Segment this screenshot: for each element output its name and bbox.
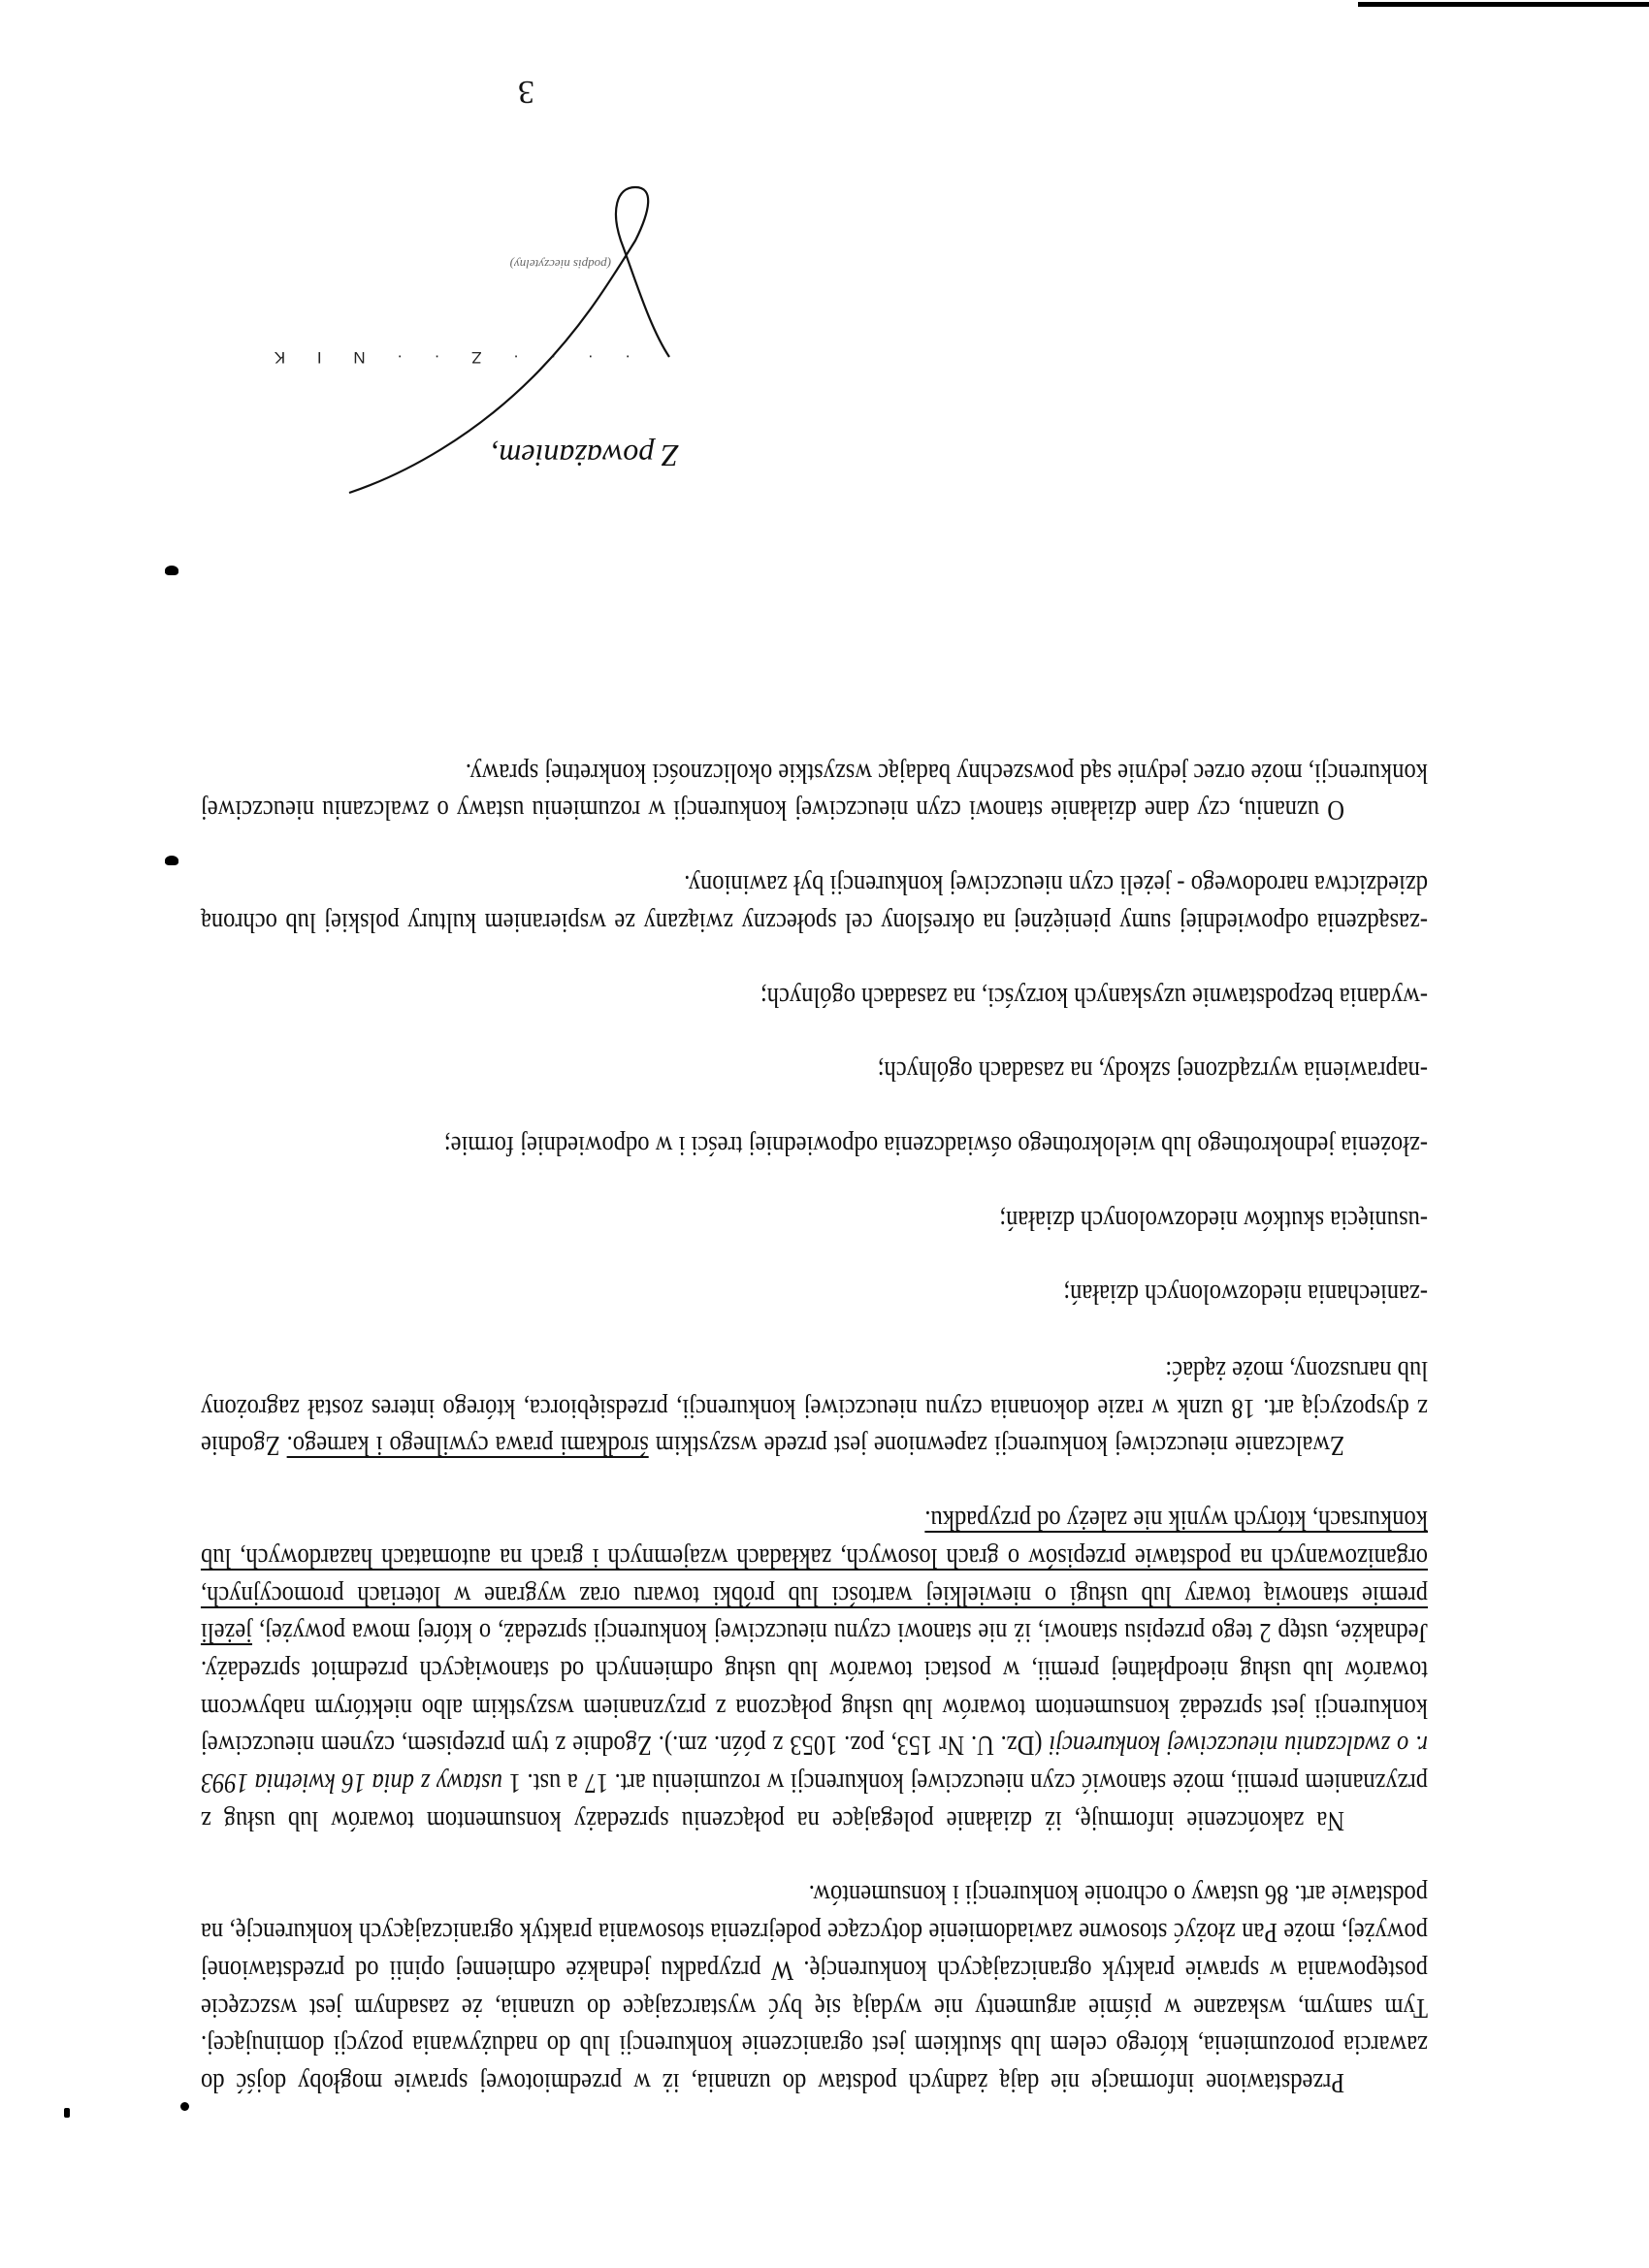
paragraph-remedies-intro: Zwalczanie nieuczciwej konkurencji zapewnione jest przede wszystkim środkami prawa cywilnego i karnego. Zgodnie z dyspozycją art. 18 uznk w razie dokonania czynu nieuczciwej konkurencji, przedsiębiorca, którego interes został zagrożony lub naruszony, może żądać:: [200, 1355, 1428, 1461]
list-item: -zaniechania niedozwolonych działań;: [1063, 1279, 1428, 1310]
margin-mark: [165, 566, 178, 575]
scan-speck: [180, 2102, 189, 2111]
paragraph-court-decision: O uznaniu, czy dane działanie stanowi czyn nieuczciwej konkurencji w rozumieniu ustawy o zwalczaniu nieuczciwej konkurencji, może orzec jedynie sąd powszechny badając wszystkie okoliczności konkretnej sprawy.: [200, 757, 1428, 826]
letter-body: [201, 716, 1428, 2100]
list-item: -naprawienia wyrządzonej szkody, na zasadach ogólnych;: [877, 1055, 1428, 1086]
page-number: 3: [518, 74, 534, 110]
remedies-list: [201, 864, 1428, 1312]
list-item: -wydania bezpodstawnie uzyskanych korzyści, na zasadach ogólnych;: [760, 981, 1428, 1012]
stamp-role: (podpis nieczytelny): [509, 257, 611, 272]
stamp-name: · · · · Z · · N I K: [260, 348, 630, 367]
margin-mark: [165, 856, 178, 865]
closing-salutation: Z poważaniem,: [491, 438, 679, 473]
statute-citation: ustawy z dnia 16 kwietnia 1993 r. o zwalczaniu nieuczciwej konkurencji: [200, 1730, 1428, 1798]
underlined-exception: jeżeli premie stanowią towary lub usługi o niewielkiej wartości lub próbki towaru oraz wygrane w loteriach promocyjnych, organizowanych na podstawie przepisów o grach losowych, zakładach wzajemnych i grach na automatach hazardowych, lub konkursach, których wynik nie zależy od przypadku.: [200, 1505, 1428, 1648]
underlined-civil-law: środkami prawa cywilnego i karnego.: [286, 1430, 649, 1461]
list-item: -zasądzenia odpowiedniej sumy pieniężnej na określony cel społeczny związany ze wspieraniem kultury polskiej lub ochroną dziedzictwa narodowego - jeżeli czyn nieuczciwej konkurencji był zawiniony.: [200, 869, 1428, 937]
paragraph-assessment: Przedstawione informacje nie dają żadnych podstaw do uznania, iż w przedmiotowej sprawie mogłoby dojść do zawarcia porozumienia, którego celem lub skutkiem jest ograniczenie konkurencji lub do nadużywania pozycji dominującej. Tym samym, wskazane w piśmie argumenty nie wydają się być wystarczające do uznania, że zasadnym jest wszczęcie postępowania w sprawie praktyk ograniczających konkurencję. W przypadku jednakże odmiennej opinii od przedstawionej powyżej, może Pan złożyć stosowne zawiadomienie dotyczące podejrzenia stosowania praktyk ograniczających konkurencję, na podstawie art. 86 ustawy o ochronie konkurencji i konsumentów.: [200, 1879, 1428, 2097]
paragraph-premium-sales: Na zakończenie informuję, iż działanie polegające na połączeniu sprzedaży konsumentom towarów lub usług z przyznaniem premii, może stanowić czyn nieuczciwej konkurencji w rozumieniu art. 17 a ust. 1 ustawy z dnia 16 kwietnia 1993 r. o zwalczaniu nieuczciwej konkurencji (Dz. U. Nr 153, poz. 1053 z późn. zm.). Zgodnie z tym przepisem, czynem nieuczciwej konkurencji jest sprzedaż konsumentom towarów lub usług połączona z przyznaniem wszystkim albo niektórym nabywcom towarów lub usług nieodpłatnej premii, w postaci towarów lub usług odmiennych od stanowiących przedmiot sprzedaży. Jednakże, ustęp 2 tego przepisu stanowi, iż nie stanowi czynu nieuczciwej konkurencji sprzedaż, o której mowa powyżej, jeżeli premie stanowią towary lub usługi o niewielkiej wartości lub próbki towaru oraz wygrane w loteriach promocyjnych, organizowanych na podstawie przepisów o grach losowych, zakładach wzajemnych i grach na automatach hazardowych, lub konkursach, których wynik nie zależy od przypadku.: [200, 1505, 1428, 1835]
list-item: -złożenia jednokrotnego lub wielokrotnego oświadczenia odpowiedniej treści i w odpowiedniej formie;: [443, 1129, 1428, 1160]
list-item: -usunięcia skutków niedozwolonych działań;: [999, 1204, 1428, 1235]
scan-speck: [64, 2108, 70, 2118]
